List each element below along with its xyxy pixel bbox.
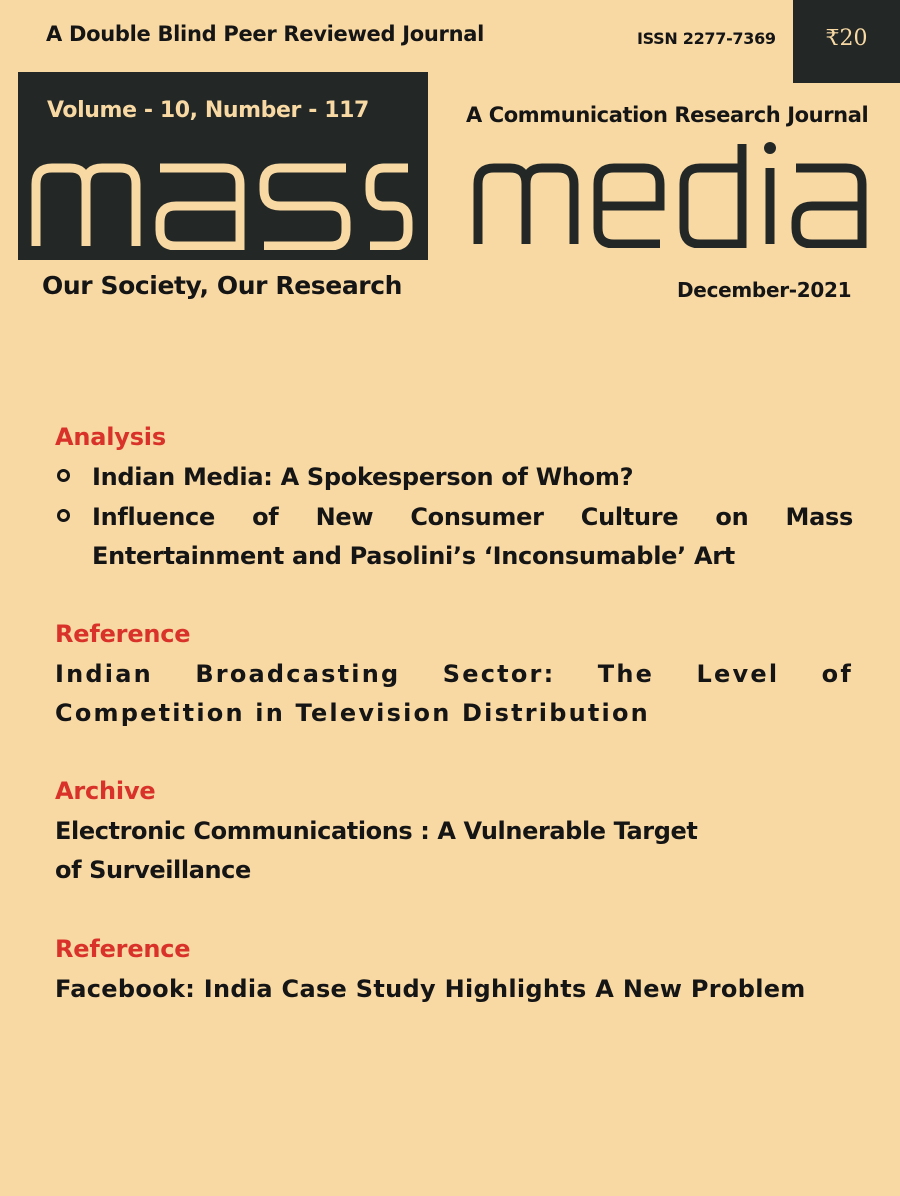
price-badge xyxy=(793,0,900,83)
i-dot xyxy=(764,142,776,154)
section-label-reference: Reference xyxy=(55,620,191,648)
journal-subtitle: A Communication Research Journal xyxy=(466,103,869,127)
archive-article-title xyxy=(55,812,853,890)
article-title: Indian Media: A Spokesperson of Whom? xyxy=(92,463,634,491)
journal-slogan: Our Society, Our Research xyxy=(42,271,403,300)
journal-tagline: A Double Blind Peer Reviewed Journal xyxy=(46,22,484,46)
bullet-circle-icon xyxy=(57,509,70,522)
facebook-article-title: Facebook: India Case Study Highlights A New Problem xyxy=(55,975,806,1003)
reference-article-title: Indian Broadcasting Sector: The Level of Competition in Television Distribution xyxy=(55,660,853,727)
section-label-analysis: Analysis xyxy=(55,423,166,451)
analysis-item-2 xyxy=(55,498,853,576)
volume-number: Volume - 10, Number - 117 xyxy=(47,98,369,123)
masthead-media-logo xyxy=(470,138,870,248)
issn-number: ISSN 2277-7369 xyxy=(637,29,776,48)
bullet-circle-icon xyxy=(57,469,70,482)
masthead-mass-logo xyxy=(28,150,418,250)
section-label-reference-2: Reference xyxy=(55,935,191,963)
analysis-item-1 xyxy=(55,458,853,497)
archive-title-line-1: Electronic Communications : A Vulnerable Target xyxy=(55,817,698,845)
price-label: ₹20 xyxy=(825,26,868,51)
archive-title-line-2: of Surveillance xyxy=(55,856,251,884)
issue-date: December-2021 xyxy=(677,278,852,302)
section-label-archive: Archive xyxy=(55,777,156,805)
article-title: Influence of New Consumer Culture on Mass Entertainment and Pasolini’s ‘Inconsumable’ Art xyxy=(92,503,853,570)
